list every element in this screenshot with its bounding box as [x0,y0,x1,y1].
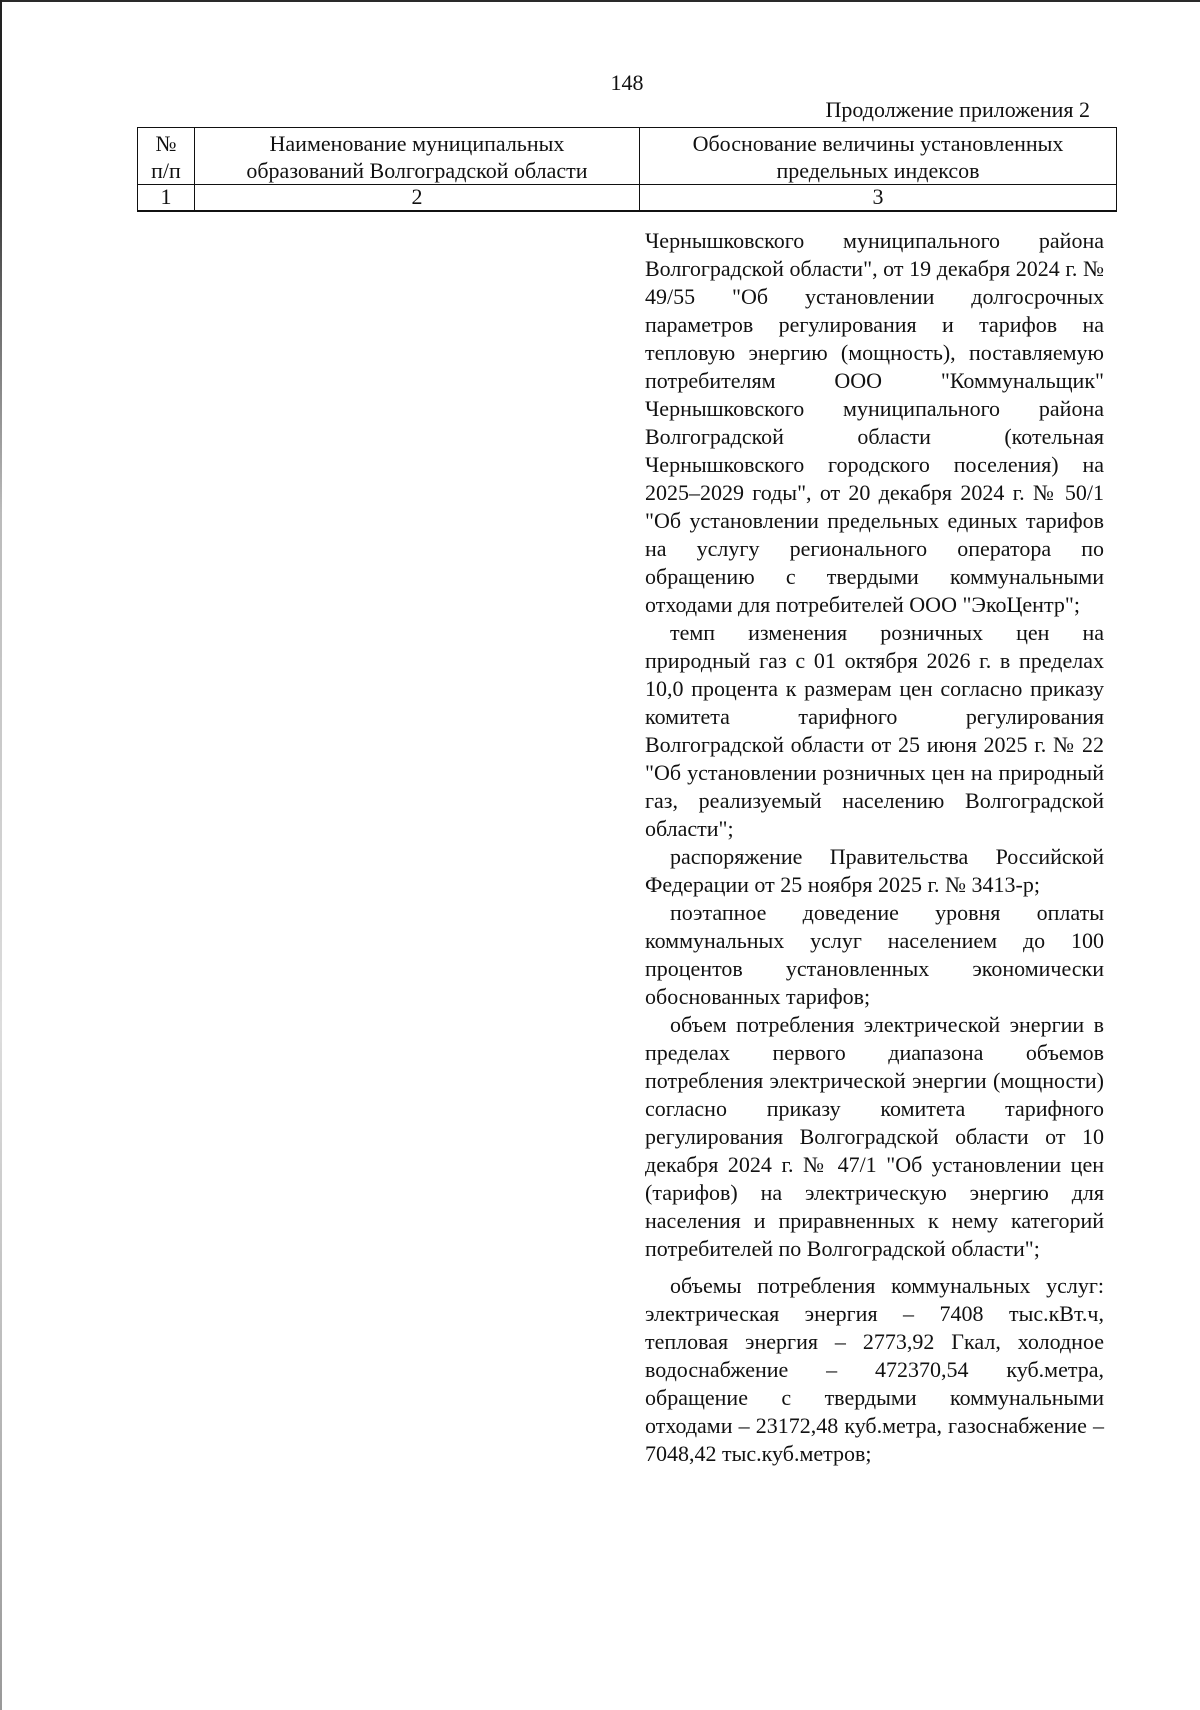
header-justification-line2: предельных индексов [776,158,980,183]
header-cell-number [138,128,195,185]
continuation-label: Продолжение приложения 2 [825,97,1090,122]
header-cell-justification [640,128,1117,185]
page-number: 148 [610,70,644,95]
paragraph-electricity-volume: объем потребления электрической энергии в пределах первого диапазона объемов потребления электрической энергии (мощности) согласно приказу комитета тарифного регулирования Волгоградской области от 10 декабря 2024 г. № 47/1 "Об установлении цен (тарифов) на электрическую энергию для населения и приравненных к нему категорий потребителей по Волгоградской области"; [645,1012,1104,1261]
paragraph-government-order: распоряжение Правительства Российской Федерации от 25 ноября 2025 г. № 3413-р; [645,844,1104,897]
paragraph-consumption-volumes: объемы потребления коммунальных услуг: электрическая энергия – 7408 тыс.кВт.ч, тепловая энергия – 2773,92 Гкал, холодное водоснабжение – 472370,54 куб.метра, обращение с твердыми коммунальными отходами – 23172,48 куб.метра, газоснабжение – 7048,42 тыс.куб.метров; [645,1273,1104,1466]
header-municipality-line1: Наименование муниципальных [269,131,565,156]
header-number-sign: № [155,131,177,156]
header-number-abbrev: п/п [151,158,181,183]
paragraph-payment-level: поэтапное доведение уровня оплаты коммунальных услуг населением до 100 процентов установленных экономически обоснованных тарифов; [645,900,1104,1009]
header-row [138,128,1117,185]
column-number-row [138,185,1117,212]
column-number-3: 3 [640,185,1117,212]
header-table [137,127,1117,212]
paragraph-gas-prices: темп изменения розничных цен на природный газ с 01 октября 2026 г. в пределах 10,0 процента к размерам цен согласно приказу комитета тарифного регулирования Волгоградской области от 25 июня 2025 г. № 22 "Об установлении розничных цен на природный газ, реализуемый населению Волгоградской области"; [645,620,1104,841]
scan-border-top [0,0,1200,2]
header-cell-municipality [194,128,639,185]
justification-text-column [645,227,1104,1468]
paragraph-continuation: Чернышковского муниципального района Волгоградской области", от 19 декабря 2024 г. № 49/55 "Об установлении долгосрочных параметров регулирования и тарифов на тепловую энергию (мощность), поставляемую потребителям ООО "Коммунальщик" Чернышковского муниципального района Волгоградской области (котельная Чернышковского городского поселения) на 2025–2029 годы", от 20 декабря 2024 г. № 50/1 "Об установлении предельных единых тарифов на услугу регионального оператора по обращению с твердыми коммунальными отходами для потребителей ООО "ЭкоЦентр"; [645,228,1104,617]
header-justification-line1: Обоснование величины установленных [692,131,1064,156]
header-municipality-line2: образований Волгоградской области [246,158,588,183]
column-number-1: 1 [138,185,195,212]
scan-border-left [0,0,2,1710]
column-number-2: 2 [194,185,639,212]
